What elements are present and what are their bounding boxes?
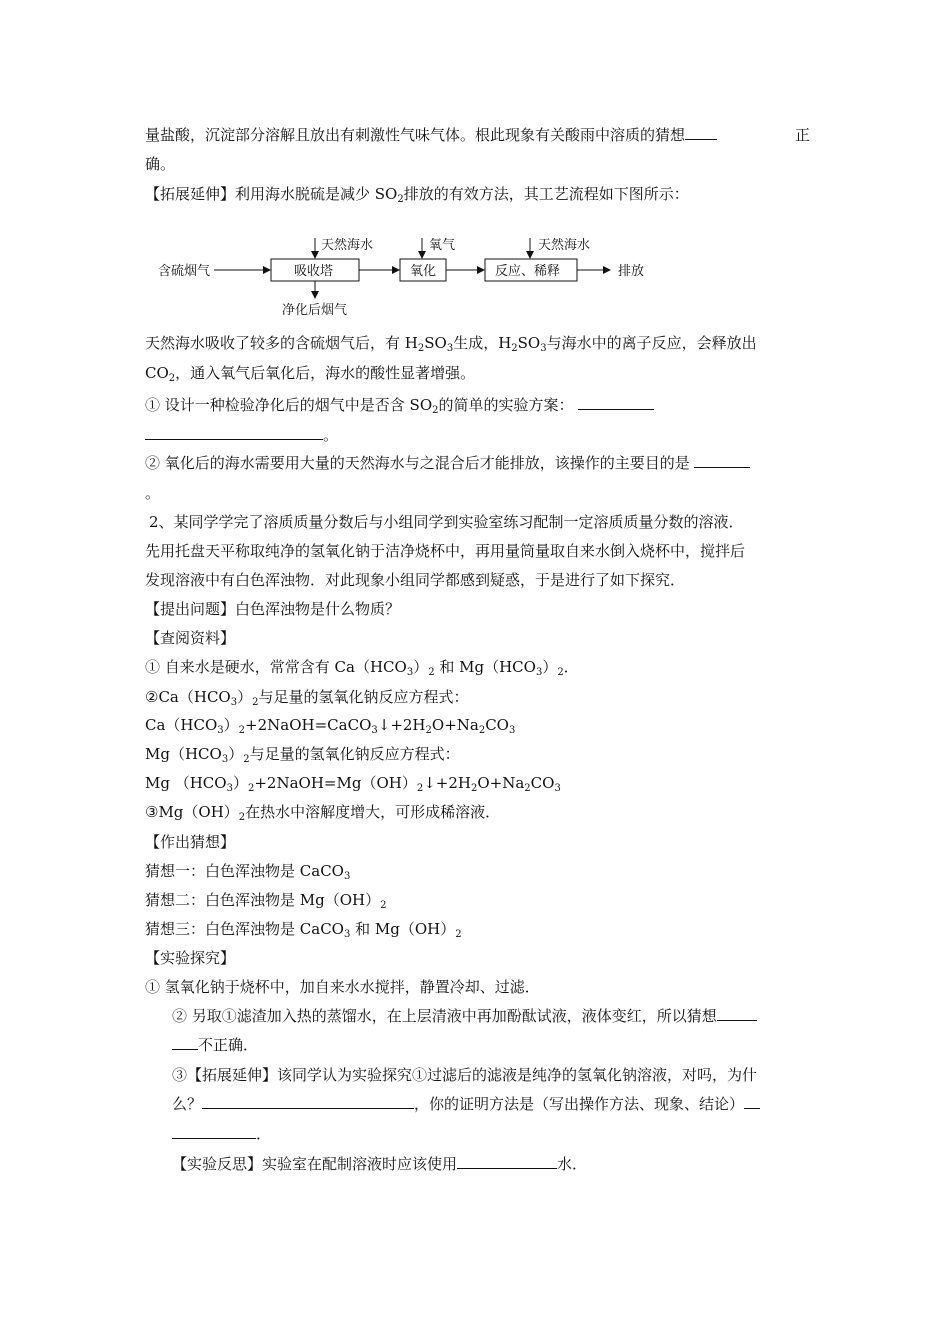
problem-2-line-3: 发现溶液中有白色浑浊物．对此现象小组同学都感到疑惑，于是进行了如下探究．	[145, 571, 686, 589]
text: 猜想三：白色浑浊物是 CaCO	[145, 920, 344, 938]
text: Ca（HCO	[145, 716, 218, 734]
flow-input-label: 含硫烟气	[158, 264, 211, 279]
text: ↓+2H	[377, 716, 426, 734]
question-1-line-1	[145, 394, 810, 416]
text: ③Mg（OH）	[145, 803, 239, 821]
question-2-line-1	[145, 452, 810, 474]
answer-blank[interactable]	[145, 424, 323, 440]
text: 与足量的氢氧化钠反应方程式：	[249, 745, 460, 763]
hypothesis-heading: 【作出猜想】	[145, 833, 236, 851]
text: ① 自来水是硬水，常常含有 Ca（HCO	[145, 658, 407, 676]
subscript: 2	[432, 405, 439, 416]
para-line-2	[145, 362, 810, 384]
text: ② 氧化后的海水需要用大量的天然海水与之混合后才能排放，该操作的主要目的是	[145, 454, 690, 472]
text: CO	[530, 774, 555, 792]
problem-2-line-2: 先用托盘天平称取纯净的氢氧化钠于洁净烧杯中，再用量筒量取自来水倒入烧杯中，搅拌后	[145, 542, 746, 560]
text: 和 Mg（HCO	[439, 658, 536, 676]
text: SO	[424, 334, 447, 352]
text: ）	[228, 745, 244, 763]
text: ，你的证明方法是（写出操作方法、现象、结论）	[414, 1095, 745, 1113]
answer-blank[interactable]	[694, 452, 750, 468]
text: Mg （HCO	[145, 774, 227, 792]
text: ② 另取①滤渣加入热的蒸馏水，在上层清液中再加酚酞试液，液体变红，所以猜想	[172, 1007, 717, 1025]
problem-2-line-1: 2、某同学学完了溶质质量分数后与小组同学到实验室练习配制一定溶质质量分数的溶液．	[149, 513, 744, 531]
subscript: 2	[511, 343, 518, 354]
text: O+Na	[477, 774, 525, 792]
answer-blank[interactable]	[457, 1153, 557, 1169]
text: ．	[563, 658, 579, 676]
experiment-step-3-line-1: ③【拓展延伸】该同学认为实验探究①过滤后的滤液是纯净的氢氧化钠溶液，对吗，为什	[172, 1066, 758, 1084]
subscript: 3	[446, 343, 454, 354]
text: 【实验反思】实验室在配制溶液时应该使用	[172, 1155, 458, 1173]
subscript: 2	[168, 373, 176, 384]
text: 么？	[172, 1095, 203, 1113]
text: ↓+2H	[423, 774, 471, 792]
text: ）	[237, 688, 253, 706]
flow-bottom-label: 净化后烟气	[282, 303, 348, 318]
experiment-step-3-line-3	[172, 1123, 837, 1145]
text: ②Ca（HCO	[145, 688, 231, 706]
text: 生成，H	[453, 334, 512, 352]
answer-blank[interactable]	[685, 124, 717, 140]
flow-box-oxidation-label: 氧化	[410, 264, 437, 279]
answer-blank[interactable]	[202, 1093, 414, 1109]
text: CO	[485, 716, 509, 734]
text: Mg（HCO	[145, 745, 222, 763]
text: ）	[542, 658, 558, 676]
hypothesis-3: 猜想三：白色浑浊物是 CaCO$_3$ 和 $Mg(OH)_2$	[145, 920, 462, 940]
flow-top-label-1: 天然海水	[321, 238, 374, 253]
experiment-heading: 【实验探究】	[145, 949, 236, 967]
text: 。	[323, 426, 339, 444]
text: 的简单的实验方案：	[438, 396, 574, 414]
text: 和 Mg（OH）	[355, 920, 456, 938]
flow-box-absorber-label: 吸收塔	[294, 264, 334, 279]
flow-box-reaction-label: 反应、稀释	[495, 264, 561, 279]
reference-item-2: $②Ca(HCO_3)_2$与足量的氢氧化钠反应方程式：	[145, 688, 469, 708]
reference-heading: 【查阅资料】	[145, 629, 236, 647]
answer-blank[interactable]	[172, 1034, 198, 1050]
text: 量盐酸，沉淀部分溶解且放出有刺激性气味气体。根此现象有关酸雨中溶质的猜想	[145, 126, 686, 144]
question-2-line-2: 。	[145, 484, 161, 502]
hypothesis-1: 猜想一：白色浑浊物是 CaCO$_3$	[145, 862, 351, 882]
subscript: 3	[540, 343, 547, 354]
text: +2NaOH=CaCO	[245, 716, 372, 734]
extension-heading	[145, 183, 810, 205]
answer-blank[interactable]	[744, 1093, 760, 1109]
flow-top-label-3: 天然海水	[538, 238, 591, 253]
subscript: 2	[417, 343, 425, 354]
text: ）	[223, 716, 239, 734]
text: ① 设计一种检验净化后的烟气中是否含 SO	[145, 396, 433, 414]
process-flow-diagram	[158, 232, 658, 322]
text: O+Na	[431, 716, 479, 734]
text: 水．	[557, 1155, 588, 1173]
question-1-line-2	[145, 424, 810, 446]
reference-item-3: $Mg(HCO_3)_2$与足量的氢氧化钠反应方程式：	[145, 745, 460, 765]
text: ）	[232, 774, 248, 792]
hypothesis-2: 猜想二：白色浑浊物是 $Mg(OH)_2$	[145, 891, 387, 911]
intro-line-2: 确。	[145, 155, 176, 173]
equation-2: Mg $(HCO_3)_2+2NaOH=Mg(OH)_2↓+2H_2O+Na_2CO_3$	[145, 774, 561, 794]
text: ．	[256, 1125, 272, 1143]
text: +2NaOH=Mg（OH）	[254, 774, 417, 792]
answer-blank[interactable]	[172, 1123, 256, 1139]
text: 【拓展延伸】利用海水脱硫是减少 SO	[145, 185, 398, 203]
text: 与足量的氢氧化钠反应方程式：	[258, 688, 469, 706]
answer-blank[interactable]	[578, 394, 654, 410]
para-line-1	[145, 332, 810, 354]
text: CO	[145, 364, 169, 382]
text: ）	[413, 658, 429, 676]
experiment-step-1: ① 氢氧化钠于烧杯中，加自来水水搅拌，静置冷却、过滤．	[145, 978, 540, 996]
text: 猜想一：白色浑浊物是 CaCO	[145, 862, 344, 880]
flow-output-label: 排放	[618, 264, 645, 279]
text: ，通入氧气后氧化后，海水的酸性显著增强。	[175, 364, 476, 382]
text: 与海水中的离子反应，会释放出	[546, 334, 757, 352]
equation-1: $Ca(HCO_3)_2+2NaOH=CaCO_3↓+2H_2O+Na_2CO_3$	[145, 716, 516, 736]
reference-item-4: $③Mg(OH)_2$在热水中溶解度增大，可形成稀溶液．	[145, 803, 501, 823]
text: 在热水中溶解度增大，可形成稀溶液．	[245, 803, 501, 821]
flow-top-label-2: 氧气	[429, 238, 456, 253]
text: 天然海水吸收了较多的含硫烟气后，有 H	[145, 334, 418, 352]
experiment-step-2-line-1	[172, 1005, 810, 1027]
reference-item-1: ① 自来水是硬水，常常含有 $Ca(HCO_3)_2$ 和 $Mg(HCO_3)_2$．	[145, 658, 579, 678]
text: 正	[794, 126, 810, 144]
experiment-step-3-line-2	[172, 1093, 810, 1115]
answer-blank[interactable]	[717, 1005, 757, 1021]
reflection	[172, 1153, 837, 1175]
raise-question: 【提出问题】白色浑浊物是什么物质？	[145, 600, 401, 618]
subscript: 2	[397, 194, 404, 205]
text: 排放的有效方法，其工艺流程如下图所示：	[403, 185, 689, 203]
experiment-step-2-line-2	[172, 1034, 837, 1056]
text: 不正确．	[198, 1036, 259, 1054]
text: SO	[517, 334, 541, 352]
intro-line-1	[145, 124, 810, 146]
text: 猜想二：白色浑浊物是 Mg（OH）	[145, 891, 381, 909]
